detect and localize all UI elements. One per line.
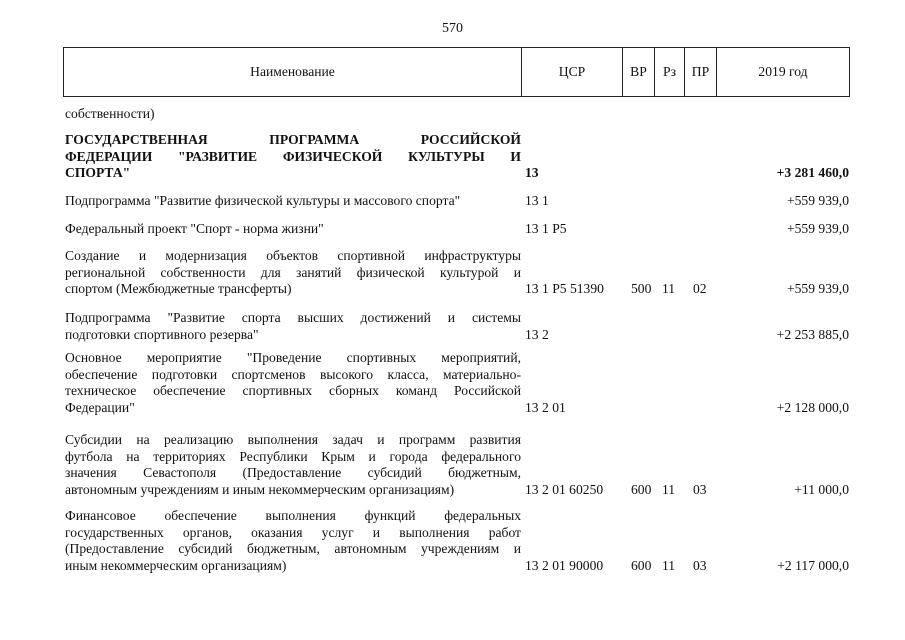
row-name-line: ГОСУДАРСТВЕННАЯ ПРОГРАММА РОССИЙСКОЙ — [65, 132, 521, 147]
row-csr: 13 1 — [525, 193, 549, 208]
row-amount: +559 939,0 — [786, 221, 849, 236]
row-name-line: Субсидии на реализацию выполнения задач и программ развития — [65, 432, 521, 447]
header-name: Наименование — [64, 48, 522, 97]
header-csr: ЦСР — [522, 48, 623, 97]
row-name-line: обеспечение подготовки спортсменов высокого класса, материально- — [65, 366, 521, 382]
row-name-line: иным некоммерческим организациям) — [65, 557, 287, 573]
row-name-line: автономным учреждениям и иным некоммерческим организациям) — [65, 481, 455, 497]
row-name-line: (Предоставление субсидий бюджетным, автономным учреждениям и — [65, 541, 521, 557]
header-year: 2019 год — [717, 48, 850, 97]
row-name-line: Финансовое обеспечение выполнения функций федеральных — [65, 508, 521, 523]
row-name-line: подготовки спортивного резерва" — [65, 326, 259, 342]
table-row — [65, 432, 849, 498]
table-row — [65, 221, 849, 238]
row-name-line: региональной собственности для занятий физической культурой и — [65, 264, 521, 280]
row-name-line: спортом (Межбюджетные трансферты) — [65, 281, 292, 297]
row-csr: 13 1 P5 — [525, 221, 567, 236]
row-csr: 13 2 01 90000 — [525, 557, 604, 573]
table-row — [65, 310, 849, 343]
row-name — [65, 432, 521, 498]
row-name-line: Федеральный проект "Спорт - норма жизни" — [65, 221, 324, 236]
row-pr: 02 — [693, 281, 707, 297]
table-row — [65, 508, 849, 574]
row-name-line: ФЕДЕРАЦИИ "РАЗВИТИЕ ФИЗИЧЕСКОЙ КУЛЬТУРЫ И — [65, 148, 521, 164]
row-csr: 13 2 01 — [525, 399, 566, 415]
row-name-line: Основное мероприятие "Проведение спортивных мероприятий, — [65, 350, 521, 365]
row-name-line: техническое обеспечение спортивных сборных команд Российской — [65, 383, 521, 399]
row-rz: 11 — [662, 557, 676, 573]
row-vr: 600 — [631, 557, 652, 573]
table-row — [65, 350, 849, 416]
header-rz: Рз — [655, 48, 685, 97]
row-amount: +2 117 000,0 — [777, 557, 849, 573]
row-name-line: СПОРТА" — [65, 165, 131, 181]
row-name-line: Подпрограмма "Развитие физической культуры и массового спорта" — [65, 193, 461, 208]
row-csr: 13 2 01 60250 — [525, 481, 604, 497]
row-name — [65, 193, 521, 210]
row-amount: +559 939,0 — [786, 281, 849, 297]
row-name-line: значения Севастополя (Предоставление субсидий бюджетным, — [65, 465, 521, 481]
row-name-line: Федерации" — [65, 399, 135, 415]
row-vr: 600 — [631, 481, 652, 497]
row-pr: 03 — [693, 481, 707, 497]
row-csr: 13 2 — [525, 326, 549, 342]
row-pr: 03 — [693, 557, 707, 573]
row-name — [65, 221, 521, 238]
row-name — [65, 508, 521, 574]
row-name — [65, 310, 521, 343]
row-amount: +2 128 000,0 — [776, 399, 849, 415]
table-header — [63, 47, 850, 97]
row-name — [65, 350, 521, 416]
row-amount: +11 000,0 — [794, 481, 849, 497]
row-csr: 13 1 P5 51390 — [525, 281, 604, 297]
row-amount: +2 253 885,0 — [776, 326, 849, 342]
row-vr: 500 — [631, 281, 652, 297]
row-name-line: футбола на территориях Республики Крым и города федерального — [65, 448, 521, 464]
table-row — [65, 248, 849, 298]
header-pr: ПР — [685, 48, 717, 97]
row-rz: 11 — [662, 281, 676, 297]
row-name — [65, 132, 521, 182]
table-row — [65, 132, 849, 182]
row-name-line: Создание и модернизация объектов спортивной инфраструктуры — [65, 248, 521, 263]
row-name-line: Подпрограмма "Развитие спорта высших достижений и системы — [65, 310, 521, 325]
row-rz: 11 — [662, 481, 676, 497]
row-name-line: государственных органов, оказания услуг и выполнения работ — [65, 524, 521, 540]
page-number: 570 — [442, 21, 463, 36]
header-vr: ВР — [623, 48, 655, 97]
carryover-text: собственности) — [65, 106, 155, 121]
carryover-row — [65, 106, 849, 123]
row-amount: +3 281 460,0 — [776, 165, 849, 181]
table-row — [65, 193, 849, 210]
row-csr: 13 — [525, 165, 539, 181]
row-amount: +559 939,0 — [786, 193, 849, 208]
row-name — [65, 248, 521, 298]
